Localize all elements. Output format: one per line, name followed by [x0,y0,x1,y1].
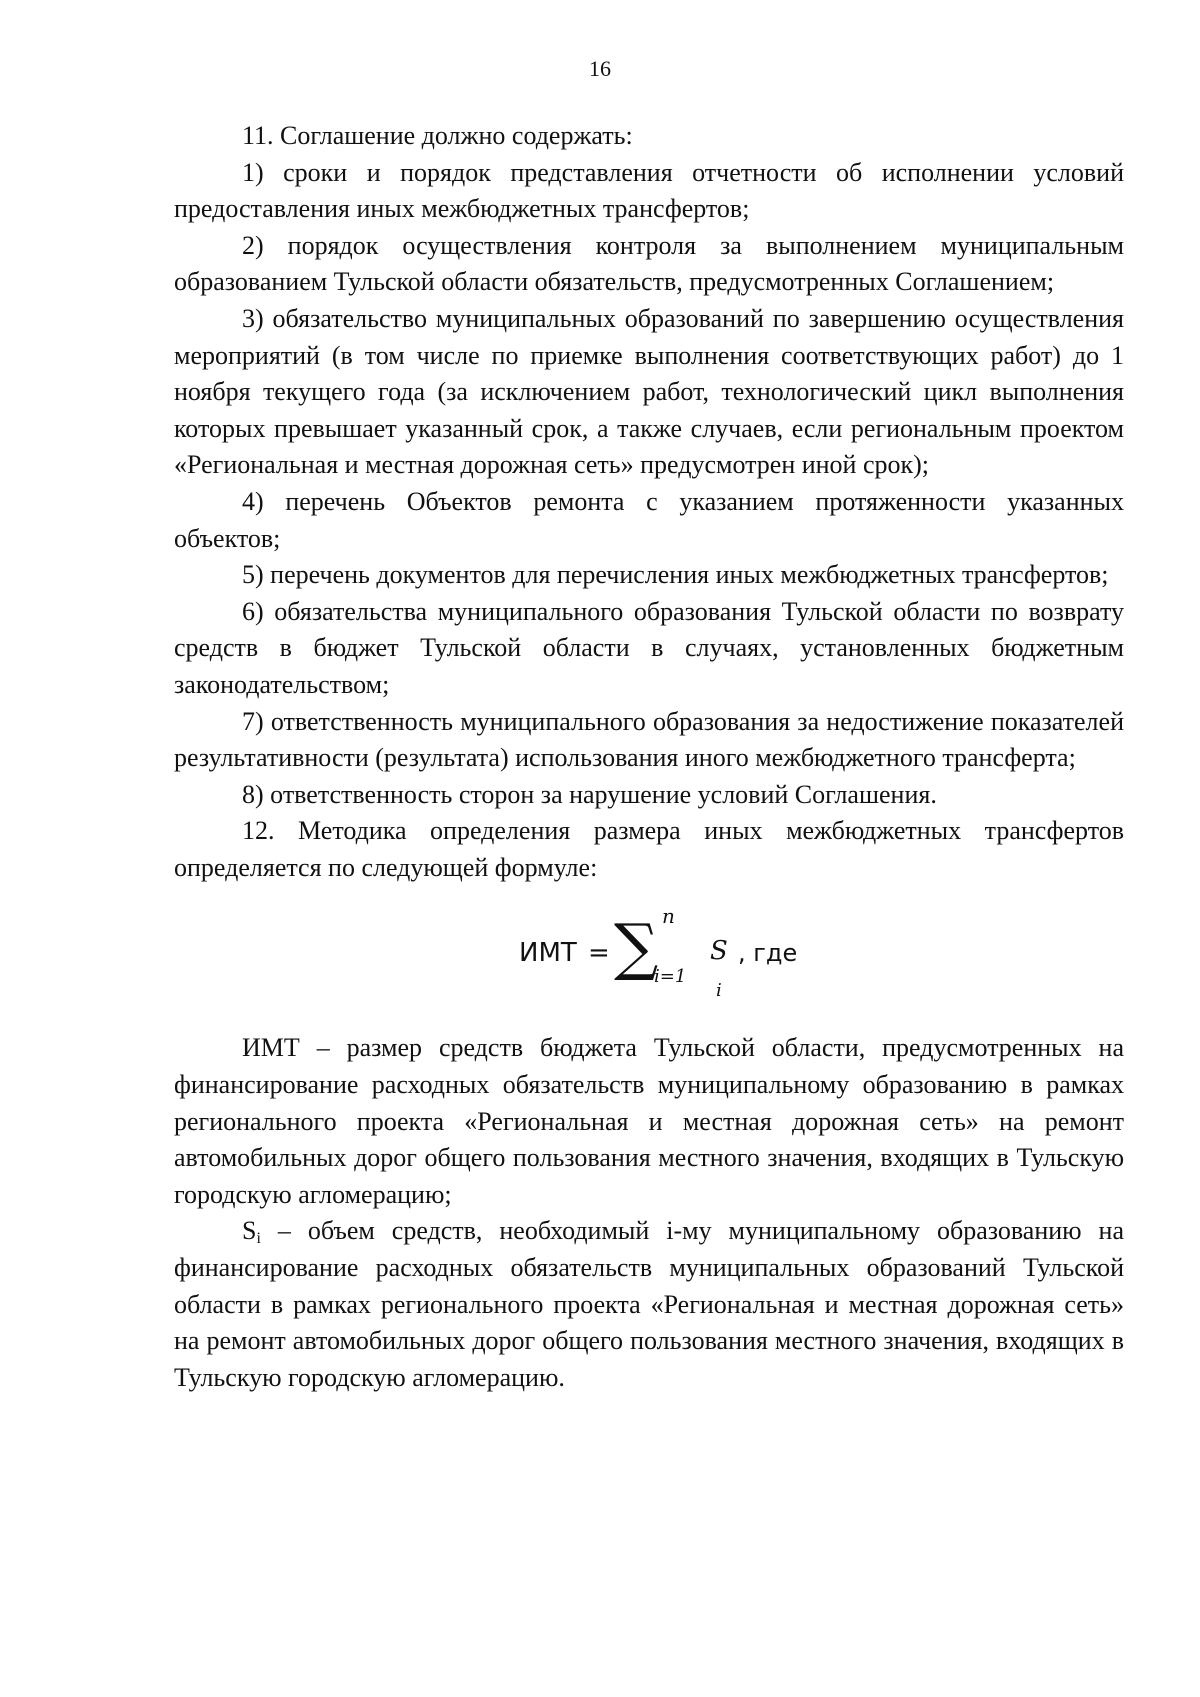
formula-equals: = [588,938,610,969]
definition-si-text: – объем средств, необходимый i-му муниципальному образованию на финансирование расходных обязательств муниципальных образований Тульской области в рамках регионального проекта «Региональная и местная дорожная сеть» на ремонт автомобильных дорог общего пользования местного значения, входящих в Тульскую городскую агломерацию. [174,1216,1124,1392]
clause-11-item-3: 3) обязательство муниципальных образований по завершению осуществления мероприятий (в том числе по приемке выполнения соответствующих работ) до 1 ноября текущего года (за исключением работ, технологический цикл выполнения которых превышает указанный срок, а также случаев, если региональным проектом «Региональная и местная дорожная сеть» предусмотрен иной срок); [174,303,1124,480]
clause-11-heading: 11. Соглашение должно содержать: [242,121,633,150]
definition-imt-term: ИМТ [242,1033,300,1063]
formula-lhs: ИМТ [519,938,577,969]
clause-11-item-2: 2) порядок осуществления контроля за выполнением муниципальным образованием Тульской области обязательств, предусмотренных Соглашением; [174,230,1124,297]
clause-11-item-1: 1) сроки и порядок представления отчетности об исполнении условий предоставления иных межбюджетных трансфертов; [174,157,1124,224]
formula-upper-limit: n [662,904,675,929]
document-body [174,118,1124,1396]
clause-12-text: 12. Методика определения размера иных межбюджетных трансфертов определяется по следующей формуле: [174,816,1124,882]
clause-11-item-8: 8) ответственность сторон за нарушение условий Соглашения. [242,779,937,809]
page-number: 16 [589,56,611,81]
formula-suffix: , где [738,939,798,968]
formula-term-index: i [716,980,722,1002]
formula-lower-limit: i=1 [654,966,687,988]
formula-term: S [710,936,728,967]
formula-sum-symbol: ∑ [614,910,659,984]
definition-si [174,1213,1124,1396]
definition-imt [174,1030,1124,1213]
definition-imt-text: – размер средств бюджета Тульской области, предусмотренных на финансирование расходных обязательств муниципальному образованию в рамках регионального проекта «Региональная и местная дорожная сеть» на ремонт автомобильных дорог общего пользования местного значения, входящих в Тульскую городскую агломерацию; [174,1033,1124,1209]
clause-11-item-4: 4) перечень Объектов ремонта с указанием протяженности указанных объектов; [174,486,1124,553]
definition-si-index: i [256,1230,261,1248]
clause-11-item-6: 6) обязательства муниципального образования Тульской области по возврату средств в бюджет Тульской области в случаях, установленных бюджетным законодательством; [174,596,1124,699]
definition-si-term: S [242,1216,257,1246]
clause-11-item-7: 7) ответственность муниципального образования за недостижение показателей результативности (результата) использования иного межбюджетного трансферта; [174,706,1124,773]
formula [174,904,1124,1020]
clause-11-item-5: 5) перечень документов для перечисления иных межбюджетных трансфертов; [242,560,1109,590]
